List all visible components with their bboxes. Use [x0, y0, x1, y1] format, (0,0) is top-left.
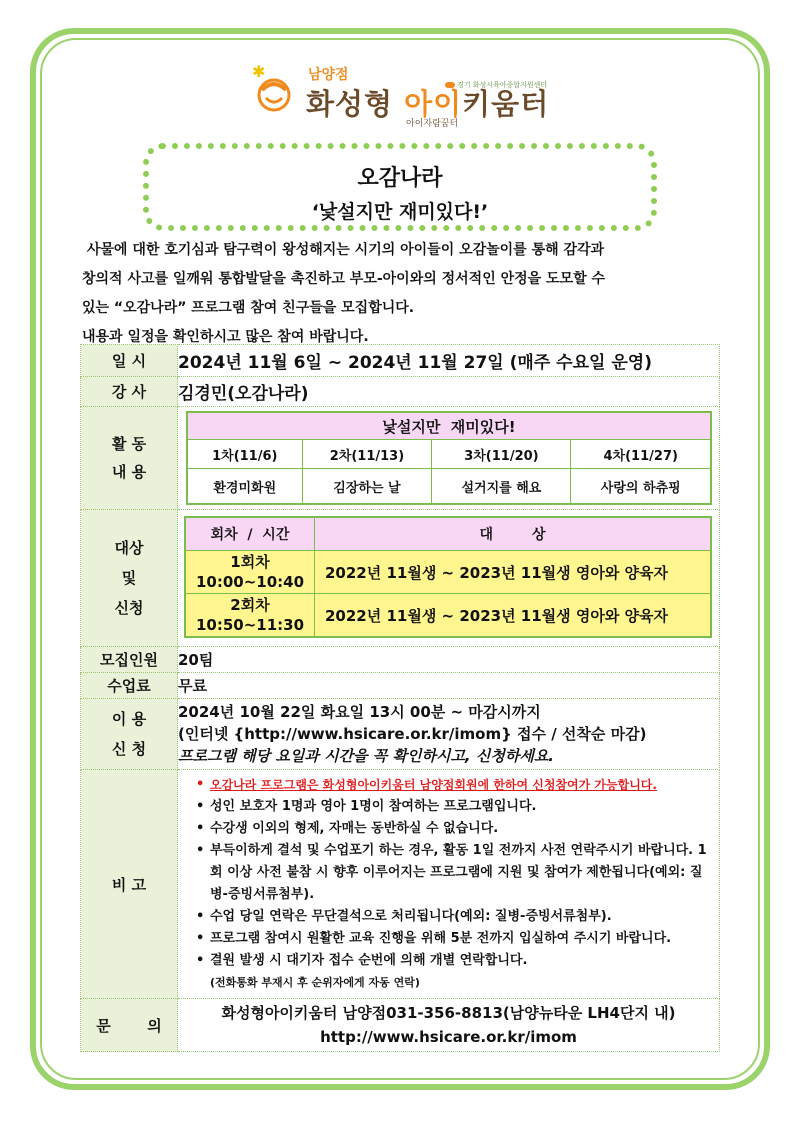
activity-topic: 사랑의 하츄핑 [571, 469, 711, 505]
bullet-icon: • [196, 777, 205, 792]
activity-label [81, 407, 178, 510]
activity-session-row [187, 440, 711, 469]
fee-row [81, 673, 720, 699]
target-label-line: 및 [121, 569, 137, 587]
title-box [143, 143, 657, 231]
bullet-icon: • [196, 953, 205, 968]
activity-row [81, 407, 720, 510]
activity-session: 3차(11/20) [432, 440, 571, 469]
schedule-head-target: 대 상 [315, 517, 712, 551]
apply-period: 2024년 10월 22일 화요일 13시 00분 ~ 마감시까지 [178, 703, 541, 721]
logo [250, 62, 550, 132]
logo-title-part2: 아이 [404, 87, 463, 121]
apply-label-line: 신 청 [111, 740, 147, 758]
schedule-cell [178, 510, 720, 647]
fee-label: 수업료 [81, 673, 178, 699]
notes-item [196, 840, 711, 906]
contact-url[interactable]: http://www.hsicare.or.kr/imom [320, 1028, 577, 1046]
activity-table [186, 411, 712, 505]
schedule-target: 2022년 11월생 ~ 2023년 11월생 영아와 양육자 [315, 594, 712, 638]
notes-item [196, 950, 711, 972]
contact-row [81, 999, 720, 1052]
notes-item [196, 906, 711, 928]
date-row [81, 345, 720, 377]
activity-cell [178, 407, 720, 510]
activity-topic: 설거지를 해요 [432, 469, 571, 505]
schedule-target: 2022년 11월생 ~ 2023년 11월생 영아와 양육자 [315, 551, 712, 594]
star-icon: ✱ [252, 62, 266, 81]
schedule-round: 2회차 [230, 596, 270, 614]
notes-label: 비 고 [81, 770, 178, 999]
info-table [80, 344, 720, 1052]
schedule-row [185, 551, 711, 594]
schedule-round: 1회차 [230, 553, 270, 571]
target-label-line: 대상 [114, 539, 144, 557]
activity-session: 1차(11/6) [187, 440, 302, 469]
apply-row [81, 699, 720, 770]
notes-small: (전화통화 부재시 후 순위자에게 자동 연락) [210, 976, 420, 989]
page-title: 오감나라 [357, 166, 443, 191]
apply-notice: 프로그램 해당 요일과 시간을 꼭 확인하시고, 신청하세요. [178, 747, 555, 765]
activity-label-line: 활 동 [111, 435, 147, 453]
schedule-header-row [185, 517, 711, 551]
target-row [81, 510, 720, 647]
smiley-face-icon [256, 76, 292, 112]
apply-label [81, 699, 178, 770]
notes-item-red [196, 774, 711, 796]
activity-topic-row [187, 469, 711, 505]
notes-text: 수업 당일 연락은 무단결석으로 처리됩니다(예외: 질병-증빙서류첨부). [210, 909, 612, 924]
capacity-row [81, 647, 720, 673]
target-label-line: 신청 [114, 599, 144, 617]
activity-topic: 김장하는 날 [302, 469, 432, 505]
capacity-value: 20팀 [178, 647, 720, 673]
intro-line: 사물에 대한 호기심과 탐구력이 왕성해지는 시기의 아이들이 오감놀이를 통해 감각과 [82, 242, 605, 258]
notes-text: 프로그램 참여시 원활한 교육 진행을 위해 5분 전까지 입실하여 주시기 바랍니다. [210, 931, 672, 946]
instructor-value: 김경민(오감나라) [178, 377, 720, 407]
notes-text: 수강생 이외의 형제, 자매는 동반하실 수 없습니다. [210, 821, 499, 836]
bullet-icon: • [196, 821, 205, 836]
intro-line: 내용과 일정을 확인하시고 많은 참여 바랍니다. [82, 329, 369, 345]
schedule-row [185, 594, 711, 638]
bullet-icon: • [196, 909, 205, 924]
contact-label: 문 의 [81, 999, 178, 1052]
activity-session: 2차(11/13) [302, 440, 432, 469]
logo-title-part3: 키움터 [462, 87, 550, 121]
schedule-time [185, 551, 315, 594]
notes-red-text: 오감나라 프로그램은 화성형아이키움터 남양점회원에 한하여 신청참여가 가능합니다. [210, 778, 657, 792]
apply-label-line: 이 용 [111, 710, 147, 728]
center-logo-text: 경기 화성시육아종합지원센터 [457, 81, 548, 89]
apply-method: (인터넷 {http://www.hsicare.or.kr/imom} 접수 / 선착순 마감) [178, 725, 647, 743]
contact-value [178, 999, 720, 1052]
notes-text: 부득이하게 결석 및 수업포기 하는 경우, 활동 1일 전까지 사전 연락주시기 바랍니다. 1회 이상 사전 불참 시 향후 이루어지는 프로그램에 지원 및 참여가 제한됩니다(예외: 질병-증빙서류첨부). [210, 843, 707, 902]
notes-row [81, 770, 720, 999]
schedule-time [185, 594, 315, 638]
activity-label-line: 내 용 [111, 463, 147, 481]
activity-topic: 환경미화원 [187, 469, 302, 505]
instructor-label: 강 사 [81, 377, 178, 407]
activity-session: 4차(11/27) [571, 440, 711, 469]
logo-title-part1: 화성형 [306, 87, 405, 121]
date-label: 일 시 [81, 345, 178, 377]
intro-line: 있는 “오감나라” 프로그램 참여 친구들을 모집합니다. [82, 300, 415, 316]
activity-title: 낯설지만 재미있다! [187, 412, 711, 440]
intro-text [82, 236, 722, 352]
logo-subtitle: 아이자람꿈터 [406, 119, 459, 129]
apply-value [178, 699, 720, 770]
capacity-label: 모집인원 [81, 647, 178, 673]
intro-line: 창의적 사고를 일깨워 통합발달을 촉진하고 부모-아이와의 정서적인 안정을 도모할 수 [82, 271, 606, 287]
notes-text: 성인 보호자 1명과 영아 1명이 참여하는 프로그램입니다. [210, 799, 537, 814]
notes-item [196, 818, 711, 840]
bullet-icon: • [196, 931, 205, 946]
bullet-icon: • [196, 799, 205, 814]
notes-value [178, 770, 720, 999]
target-label [81, 510, 178, 647]
page-subtitle: ‘낯설지만 재미있다!’ [311, 201, 489, 223]
fee-value: 무료 [178, 673, 720, 699]
notes-item [196, 928, 711, 950]
logo-branch: 남양점 [308, 67, 349, 83]
activity-header-row [187, 412, 711, 440]
bullet-icon: • [196, 843, 205, 858]
schedule-table [184, 516, 712, 638]
notes-text: 결원 발생 시 대기자 접수 순번에 의해 개별 연락합니다. [210, 953, 528, 968]
instructor-row [81, 377, 720, 407]
schedule-time-range: 10:50~11:30 [195, 616, 305, 634]
notes-list [196, 770, 711, 998]
contact-phone: 화성형아이키움터 남양점031-356-8813(남양뉴타운 LH4단지 내) [221, 1004, 676, 1022]
notes-item [196, 796, 711, 818]
date-value: 2024년 11월 6일 ~ 2024년 11월 27일 (매주 수요일 운영) [178, 345, 720, 377]
schedule-time-range: 10:00~10:40 [195, 573, 305, 591]
schedule-head-time: 회차 / 시간 [185, 517, 315, 551]
